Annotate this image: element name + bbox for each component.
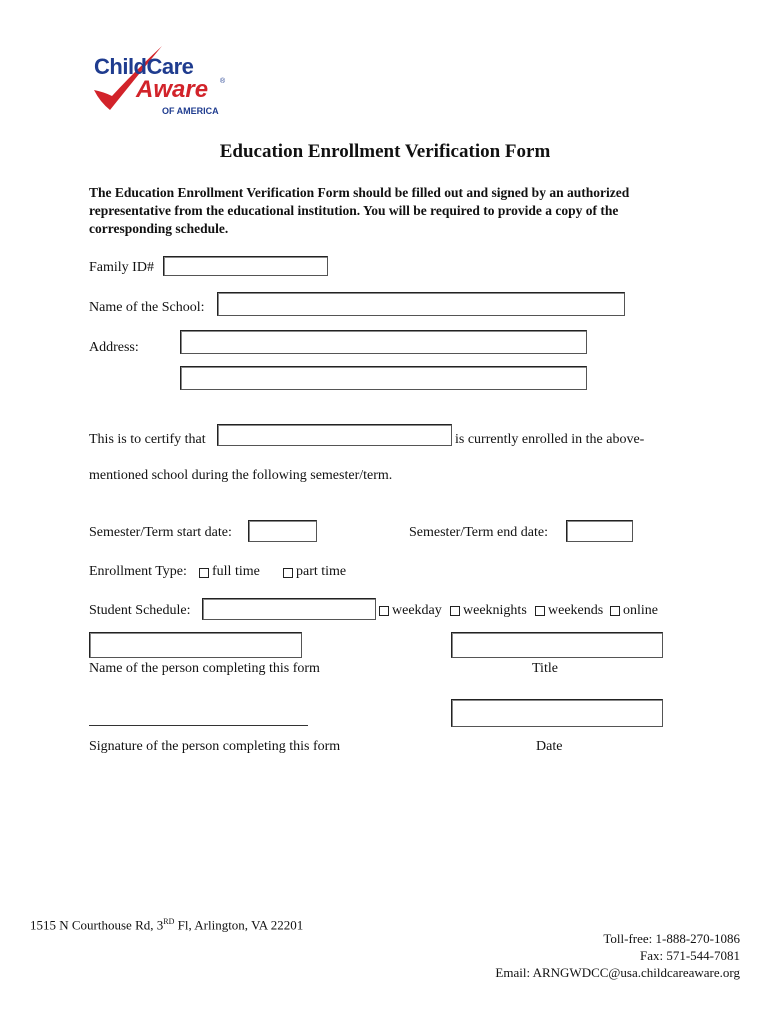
address-line2-input[interactable] xyxy=(180,366,587,390)
school-name-input[interactable] xyxy=(217,292,625,316)
logo-of-america: OF AMERICA xyxy=(162,106,219,116)
signature-line[interactable] xyxy=(89,725,308,726)
logo-aware: Aware xyxy=(136,76,209,103)
enrollment-type-label: Enrollment Type: xyxy=(89,564,187,579)
address-label: Address: xyxy=(89,340,139,355)
family-id-label: Family ID# xyxy=(89,260,154,275)
family-id-input[interactable] xyxy=(163,256,328,276)
logo xyxy=(86,40,236,122)
full-time-label: full time xyxy=(212,564,260,579)
footer-fax: Fax: 571-544-7081 xyxy=(639,948,740,963)
name-caption: Name of the person completing this form xyxy=(89,661,320,676)
part-time-checkbox[interactable] xyxy=(283,568,293,578)
start-date-input[interactable] xyxy=(248,520,317,542)
schedule-input[interactable] xyxy=(202,598,376,620)
completer-name-input[interactable] xyxy=(89,632,302,658)
school-name-label: Name of the School: xyxy=(89,300,205,315)
logo-childcare: ChildCare xyxy=(94,54,194,79)
title-caption: Title xyxy=(532,661,558,676)
part-time-label: part time xyxy=(296,564,347,579)
form-title: Education Enrollment Verification Form xyxy=(219,141,551,162)
footer-address-rest: Fl, Arlington, VA 22201 xyxy=(174,917,304,933)
end-date-label: Semester/Term end date: xyxy=(409,525,548,540)
footer-tollfree: Toll-free: 1-888-270-1086 xyxy=(603,931,740,946)
certify-line2: mentioned school during the following semester/term. xyxy=(89,468,393,483)
date-input[interactable] xyxy=(451,699,663,727)
full-time-checkbox[interactable] xyxy=(199,568,209,578)
signature-caption: Signature of the person completing this form xyxy=(89,739,341,754)
certify-prefix: This is to certify that xyxy=(89,432,206,447)
end-date-input[interactable] xyxy=(566,520,633,542)
footer-address xyxy=(30,913,303,933)
footer-address-sup: RD xyxy=(163,917,175,926)
certify-suffix: is currently enrolled in the above- xyxy=(455,432,645,447)
student-name-input[interactable] xyxy=(217,424,452,446)
online-checkbox[interactable] xyxy=(610,606,620,616)
weekends-label: weekends xyxy=(548,603,604,618)
address-line1-input[interactable] xyxy=(180,330,587,354)
form-intro: The Education Enrollment Verification Form should be filled out and signed by an authorized representative from the educational institution. You will be required to provide a copy of the corresponding schedule. xyxy=(89,185,630,236)
start-date-label: Semester/Term start date: xyxy=(89,525,232,540)
weekends-checkbox[interactable] xyxy=(535,606,545,616)
weekday-checkbox[interactable] xyxy=(379,606,389,616)
footer-email[interactable]: Email: ARNGWDCC@usa.childcareaware.org xyxy=(495,965,740,980)
logo-registered: ® xyxy=(220,78,226,85)
weekday-label: weekday xyxy=(392,603,442,618)
completer-title-input[interactable] xyxy=(451,632,663,658)
schedule-label: Student Schedule: xyxy=(89,603,191,618)
footer-address-main: 1515 N Courthouse Rd, 3 xyxy=(30,917,164,933)
online-label: online xyxy=(623,603,658,618)
weeknights-checkbox[interactable] xyxy=(450,606,460,616)
weeknights-label: weeknights xyxy=(463,603,527,618)
date-caption: Date xyxy=(536,739,563,754)
